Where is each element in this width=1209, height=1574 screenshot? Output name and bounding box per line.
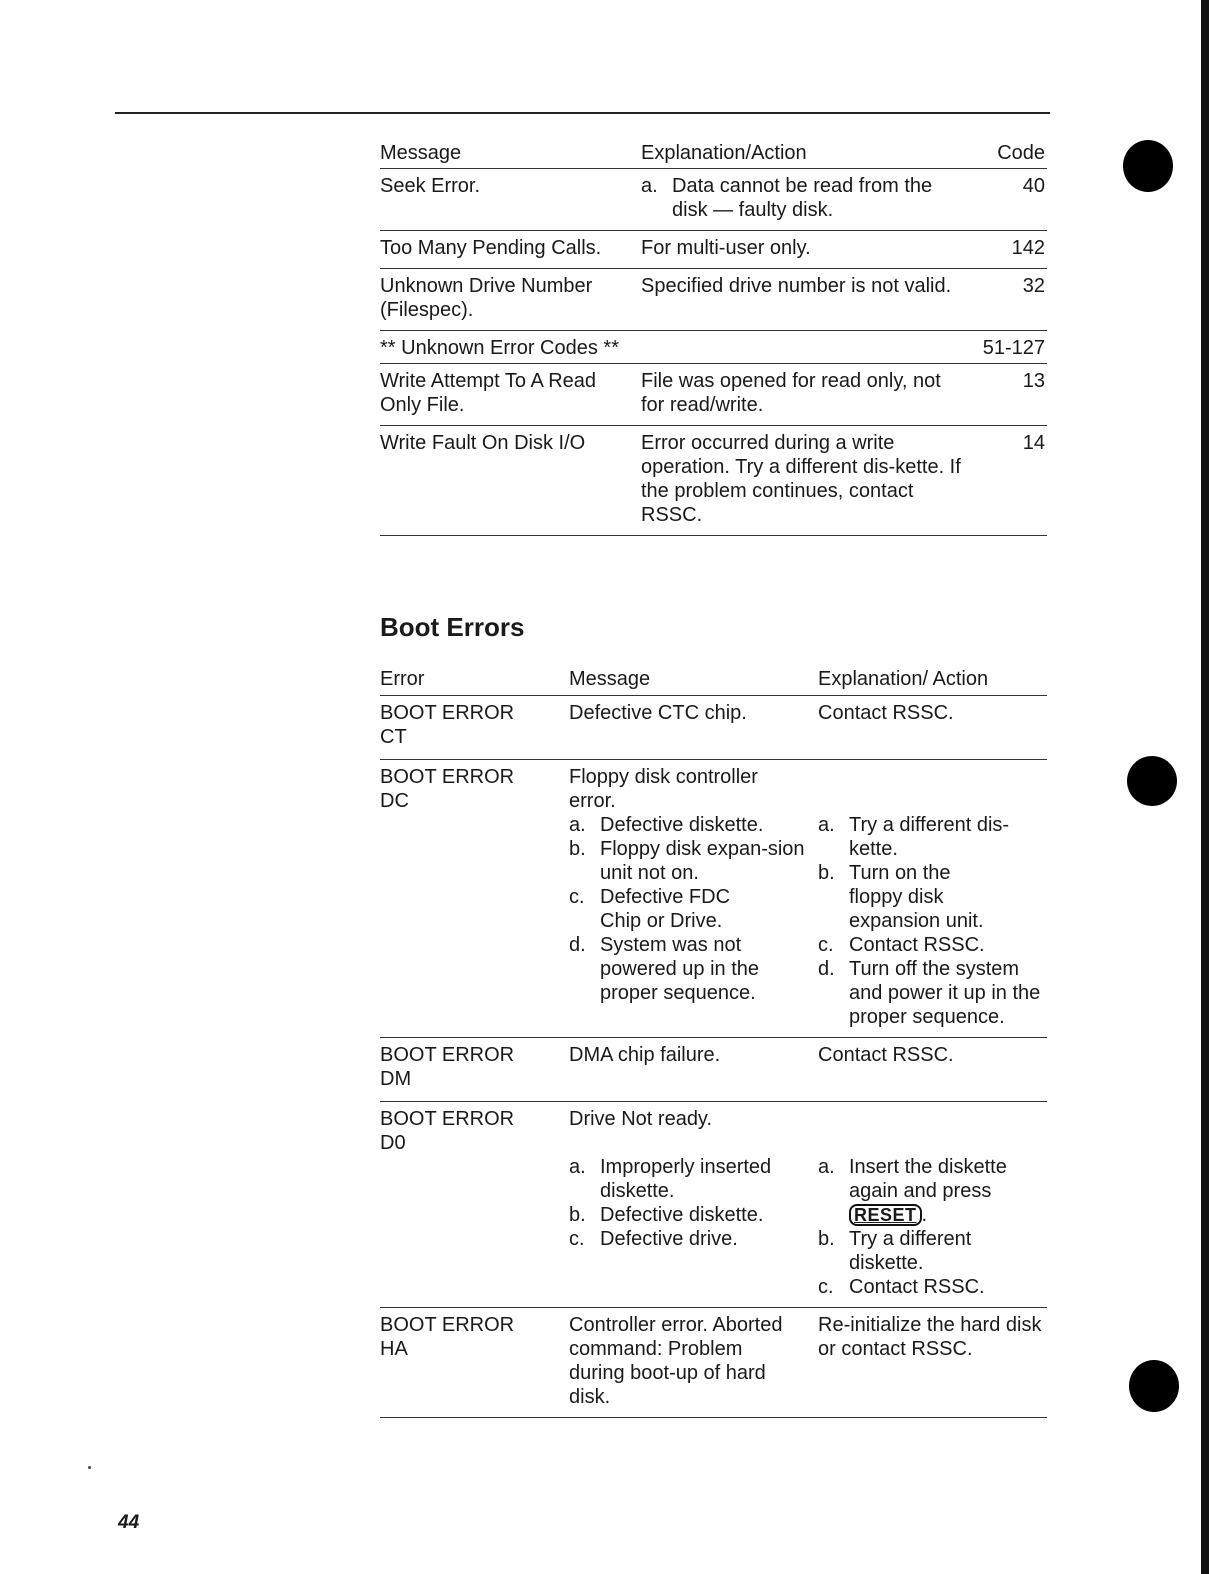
row-explanation: Specified drive number is not valid.	[641, 275, 952, 297]
list-item	[569, 1203, 818, 1227]
table-row	[380, 169, 1047, 231]
row-message: Write Fault On Disk I/O	[380, 432, 586, 454]
table-row	[380, 231, 1047, 269]
item-text: System was not powered up in the proper sequence.	[600, 934, 760, 1004]
list-item	[818, 1155, 1047, 1227]
item-label: c.	[569, 886, 585, 908]
spacer	[569, 1131, 818, 1155]
list-item	[818, 813, 1047, 861]
row-message: Write Attempt To A Read Only File.	[380, 370, 597, 416]
row-message: Defective CTC chip.	[569, 702, 747, 724]
scan-speck	[88, 1466, 91, 1469]
item-text: Floppy disk expan-sion unit not on.	[600, 838, 805, 884]
page-edge-bar	[1201, 0, 1209, 1574]
page-number: 44	[118, 1512, 140, 1533]
header-message: Message	[380, 142, 462, 164]
row-message: ** Unknown Error Codes **	[380, 337, 619, 359]
row-code: 40	[1022, 175, 1045, 197]
spacer	[818, 765, 1047, 789]
item-label: b.	[569, 838, 586, 860]
item-text: Turn off the system and power it up in the proper sequence.	[849, 958, 1041, 1028]
binder-hole-middle	[1127, 756, 1177, 806]
row-error: BOOT ERROR CT	[380, 702, 515, 748]
item-text: Defective FDC Chip or Drive.	[600, 886, 731, 932]
item-label: b.	[818, 862, 835, 884]
item-label: c.	[818, 934, 834, 956]
list-item	[569, 1227, 818, 1251]
boot-error-table	[380, 666, 1047, 1418]
row-explanation: Contact RSSC.	[818, 702, 954, 724]
reset-key-icon: RESET	[849, 1204, 922, 1226]
row-explanation	[818, 765, 1047, 1029]
list-item	[818, 957, 1047, 1029]
list-item	[818, 933, 1047, 957]
table-header	[380, 140, 1047, 169]
header-explanation: Explanation/Action	[641, 142, 807, 164]
list-item	[818, 861, 1047, 933]
row-code: 51-127	[982, 337, 1045, 359]
list-item	[569, 813, 818, 837]
item-label: c.	[569, 1228, 585, 1250]
row-error: BOOT ERROR HA	[380, 1314, 515, 1360]
item-label: a.	[569, 814, 586, 836]
item-text: Insert the diskette again and press	[849, 1156, 1007, 1202]
row-error: BOOT ERROR DC	[380, 766, 515, 812]
item-label: b.	[569, 1204, 586, 1226]
list-item	[569, 933, 818, 1005]
list-item	[569, 1155, 818, 1203]
top-rule	[115, 112, 1050, 114]
binder-hole-top	[1123, 140, 1173, 192]
row-error: BOOT ERROR DM	[380, 1044, 515, 1090]
row-code: 142	[1011, 237, 1045, 259]
disk-error-table	[380, 140, 1047, 536]
item-label: a.	[641, 175, 658, 197]
item-label: d.	[818, 958, 835, 980]
item-label: a.	[818, 814, 835, 836]
table-row	[380, 696, 1047, 760]
table-row	[380, 760, 1047, 1038]
item-label: d.	[569, 934, 586, 956]
section-title: Boot Errors	[380, 612, 525, 642]
message-text: Floppy disk controller error.	[569, 766, 758, 812]
table-header	[380, 666, 1047, 696]
row-explanation: Re-initialize the hard disk or contact RSSC.	[818, 1314, 1042, 1360]
list-item	[818, 1227, 1047, 1275]
item-text: Turn on the floppy disk expansion unit.	[849, 862, 984, 932]
row-code: 32	[1022, 275, 1045, 297]
row-explanation: For multi-user only.	[641, 237, 811, 259]
item-text: Data cannot be read from the disk — faulty disk.	[672, 175, 933, 221]
item-label: a.	[569, 1156, 586, 1178]
row-explanation: File was opened for read only, not for read/write.	[641, 370, 941, 416]
item-text: Try a different diskette.	[849, 1228, 972, 1274]
row-message: Too Many Pending Calls.	[380, 237, 602, 259]
table-row	[380, 1038, 1047, 1102]
table-row	[380, 1308, 1047, 1418]
list-item	[569, 837, 818, 885]
item-text: Defective drive.	[600, 1228, 738, 1250]
item-label: c.	[818, 1276, 834, 1298]
item-text-group	[849, 1155, 1029, 1227]
row-explanation: Error occurred during a write operation. Try a different dis-kette. If the problem continues, contact RSSC.	[641, 432, 961, 526]
item-text: Defective diskette.	[600, 814, 764, 836]
message-text: Drive Not ready.	[569, 1108, 713, 1130]
item-text: Try a different dis-kette.	[849, 814, 1010, 860]
row-message: Unknown Drive Number (Filespec).	[380, 275, 593, 321]
table-row	[380, 1102, 1047, 1308]
list-item	[641, 174, 967, 222]
spacer	[818, 1107, 1047, 1131]
header-error: Error	[380, 668, 425, 690]
row-message: Seek Error.	[380, 175, 481, 197]
row-error: BOOT ERROR D0	[380, 1108, 515, 1154]
item-text: Contact RSSC.	[849, 1276, 985, 1298]
row-message	[569, 765, 818, 1029]
item-suffix: .	[921, 1204, 928, 1226]
list-item	[569, 885, 818, 933]
spacer	[818, 789, 1047, 813]
header-explanation: Explanation/ Action	[818, 668, 989, 690]
row-explanation: Contact RSSC.	[818, 1044, 954, 1066]
table-row	[380, 426, 1047, 536]
item-label: b.	[818, 1228, 835, 1250]
item-text: Improperly inserted diskette.	[600, 1156, 772, 1202]
table-row	[380, 331, 1047, 364]
row-code: 13	[1022, 370, 1045, 392]
table-row	[380, 364, 1047, 426]
item-text: Defective diskette.	[600, 1204, 764, 1226]
item-label: a.	[818, 1156, 835, 1178]
row-message: DMA chip failure.	[569, 1044, 721, 1066]
list-item	[818, 1275, 1047, 1299]
binder-hole-bottom	[1129, 1360, 1179, 1412]
row-explanation	[818, 1107, 1047, 1299]
header-message: Message	[569, 668, 651, 690]
row-explanation	[641, 174, 967, 222]
row-code: 14	[1022, 432, 1045, 454]
table-row	[380, 269, 1047, 331]
row-message: Controller error. Aborted command: Problem during boot-up of hard disk.	[569, 1314, 783, 1408]
spacer	[818, 1131, 1047, 1155]
header-code: Code	[997, 142, 1045, 164]
row-message	[569, 1107, 818, 1299]
item-text: Contact RSSC.	[849, 934, 985, 956]
